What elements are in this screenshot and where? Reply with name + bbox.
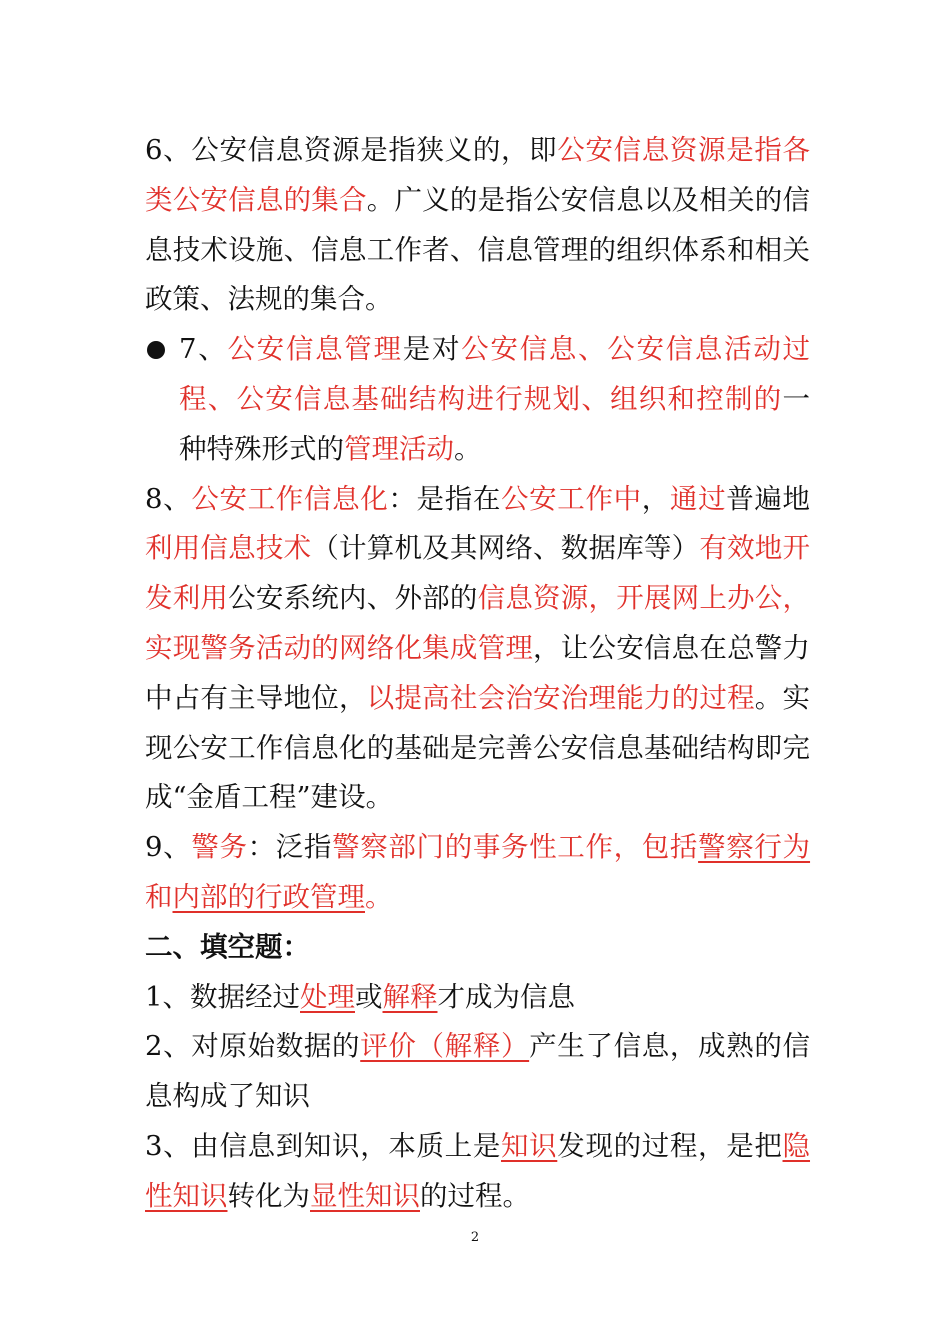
highlighted-text: 公安工作中 [501, 482, 642, 515]
text-segment: 。 [454, 432, 482, 465]
text-segment: 3、由信息到知识，本质上是 [145, 1129, 501, 1162]
highlighted-text: 通过 [669, 482, 727, 515]
document-body [145, 126, 810, 1222]
text-segment: ，让公安信息在总警力中占有主导地位， [145, 631, 811, 714]
highlighted-text: 警务 [191, 831, 248, 864]
highlighted-text: 警察部门的事务性工作，包括 [332, 831, 699, 864]
text-segment: 或 [355, 980, 383, 1013]
paragraph-p8 [145, 475, 810, 824]
highlighted-text: 利用信息技术 [145, 532, 312, 565]
text-segment: 转化为 [227, 1179, 310, 1212]
page-number: 2 [470, 1230, 480, 1245]
highlighted-text: 显性知识 [310, 1179, 420, 1212]
highlighted-text: 信息资源，开展网上办公，实现警务活动的网络化集成管理 [145, 582, 811, 664]
text-segment: 产生了信息，成熟的信息构成了知识 [145, 1030, 811, 1113]
paragraph-p6 [145, 126, 810, 325]
paragraph-p7 [145, 325, 810, 474]
highlighted-text: 隐性知识 [145, 1129, 811, 1212]
text-segment: （计算机及其网络、数据库等） [311, 532, 700, 565]
text-segment: 一种特殊形式的 [179, 382, 810, 465]
highlighted-text: 公安信息、公安信息活动过程、公安信息基础结构进行规划、组织和控制的 [179, 333, 811, 415]
highlighted-text: 公安信息资源是指各类公安信息的集合 [145, 134, 810, 216]
text-segment: 。广义的是指公安信息以及相关的信息技术设施、信息工作者、信息管理的组织体系和相关政策、法规的集合。 [145, 183, 811, 316]
text-segment: 发现的过程，是把 [557, 1129, 783, 1162]
highlighted-text: 。 [365, 880, 393, 913]
highlighted-text: 公安信息管理 [227, 333, 403, 366]
paragraph-f2 [145, 1022, 810, 1122]
highlighted-text: 公安工作信息化 [191, 482, 389, 515]
text-segment: ， [641, 482, 670, 515]
highlighted-text: 管理活动 [344, 432, 454, 465]
highlighted-text: 以提高社会治安治理能力的过程 [366, 681, 755, 714]
text-segment: 二、填空题： [145, 930, 310, 963]
section-heading [145, 923, 810, 973]
highlighted-text: 知识 [500, 1129, 558, 1162]
highlighted-text: 解释 [382, 980, 438, 1013]
text-segment: 6、公安信息资源是指狭义的，即 [145, 134, 558, 166]
paragraph-f1 [145, 973, 810, 1023]
text-segment: 9、 [145, 831, 192, 864]
text-segment: 公安系统内、外部的 [228, 582, 478, 615]
paragraph-f3 [145, 1122, 810, 1222]
bullet-icon [147, 341, 165, 359]
text-segment: 1、数据经过 [145, 980, 300, 1013]
highlighted-text: 处理 [300, 980, 355, 1013]
text-segment: 8、 [145, 482, 192, 515]
text-segment: 。实现公安工作信息化的基础是完善公安信息基础结构即完成“金盾工程”建设。 [145, 681, 811, 814]
highlighted-text: 有效地开发利用 [145, 532, 811, 615]
paragraph-p9 [145, 823, 810, 923]
highlighted-text: 和 [145, 880, 173, 913]
highlighted-text: 内部的行政管理 [172, 880, 365, 913]
text-segment: 普遍地 [726, 482, 811, 515]
text-segment: ：是指在 [388, 482, 501, 515]
text-segment: 才成为信息 [437, 980, 575, 1013]
highlighted-text: 评价（解释） [360, 1030, 530, 1063]
highlighted-text: 警察行为 [698, 831, 811, 864]
text-segment: 是对 [402, 333, 462, 366]
text-segment: 2、对原始数据的 [145, 1030, 361, 1063]
text-segment: 7、 [179, 333, 228, 366]
text-segment: 的过程。 [420, 1179, 530, 1212]
text-segment: ：泛指 [247, 831, 333, 864]
